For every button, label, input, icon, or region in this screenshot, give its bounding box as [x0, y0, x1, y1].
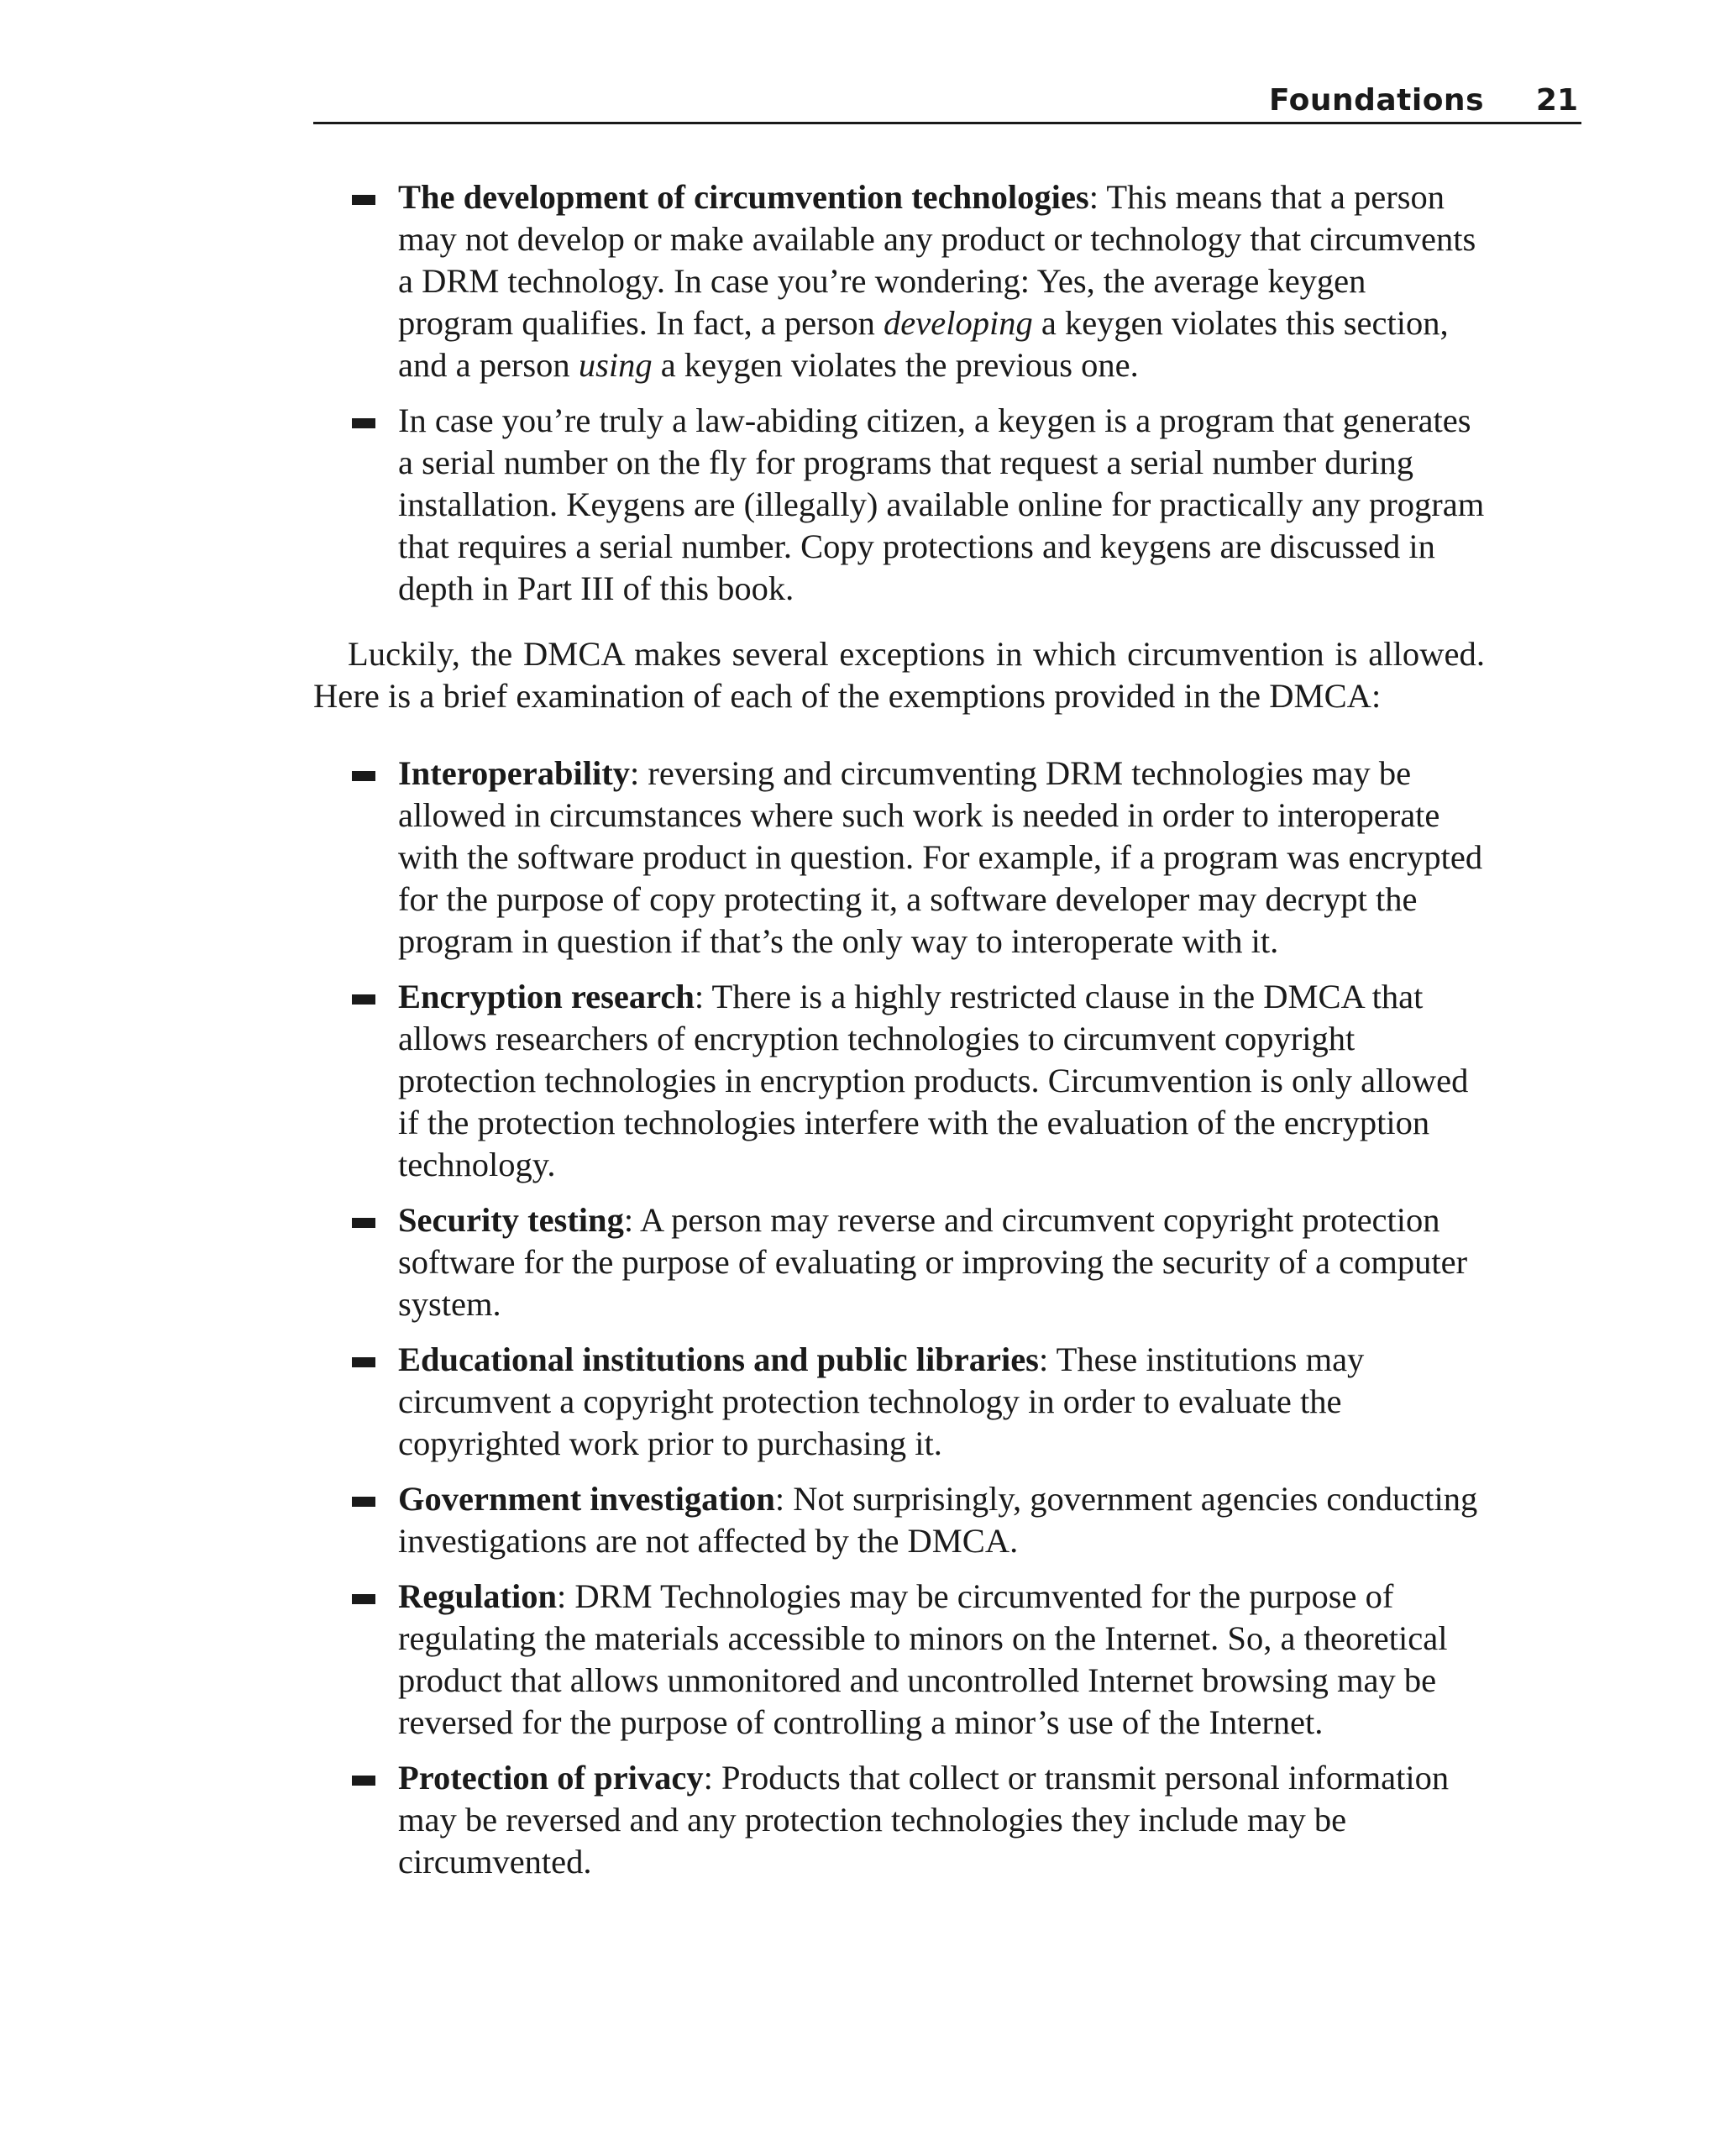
list-item [313, 400, 1485, 610]
item-separator: : [1088, 178, 1107, 216]
section-title: Foundations [1268, 83, 1484, 118]
bullet-icon [352, 1594, 375, 1604]
item-text: a keygen violates the previous one. [652, 346, 1139, 384]
item-text: In case you’re truly a law-abiding citizen, a keygen is a program that generates a serial number on the fly for programs that request a serial number during installation. Keygens are (illegally) available online for practically any program that requires a serial number. Copy protections and keygens are discussed in depth in Part III of this book. [398, 401, 1485, 607]
bullet-icon [352, 1218, 375, 1228]
bullet-icon [352, 771, 375, 781]
list-item [313, 176, 1485, 386]
item-text: : Products that collect or transmit personal information may be reversed and any protection technologies they include may be circumvented. [398, 1759, 1450, 1881]
item-term: The development of circumvention technologies [398, 178, 1089, 216]
item-term: Protection of privacy [398, 1759, 704, 1797]
circumvention-list [313, 176, 1485, 610]
item-text: : There is a highly restricted clause in the DMCA that allows researchers of encryption technologies to circumvent copyright protection technologies in encryption products. Circumvention is only allowed if the protection technologies interfere with the evaluation of the encryption technology. [398, 978, 1469, 1183]
item-text: : DRM Technologies may be circumvented for the purpose of regulating the materials accessible to minors on the Internet. So, a theoretical product that allows unmonitored and uncontrolled Internet browsing may be reversed for the purpose of controlling a minor’s use of the Internet. [398, 1577, 1448, 1741]
item-term: Regulation [398, 1577, 558, 1615]
item-term: Interoperability [398, 754, 630, 792]
list-item [313, 1478, 1485, 1562]
item-text: a keygen violates this section, and a person [398, 304, 1449, 384]
page-number: 21 [1535, 83, 1578, 118]
bullet-icon [352, 195, 375, 205]
page-content [313, 176, 1485, 1896]
bullet-icon [352, 994, 375, 1005]
item-term: Encryption research [398, 978, 695, 1015]
bullet-icon [352, 1776, 375, 1786]
item-term: Security testing [398, 1201, 624, 1239]
list-item [313, 1199, 1485, 1325]
list-item [313, 753, 1485, 963]
bullet-icon [352, 1497, 375, 1507]
item-text: This means that a person may not develop or make available any product or technology that circumvents a DRM technology. In case you’re wondering: Yes, the average keygen program qualifies. In fact, a person [398, 178, 1476, 342]
item-text: : These institutions may circumvent a copyright protection technology in order to evaluate the copyrighted work prior to purchasing it. [398, 1340, 1365, 1462]
running-header [313, 80, 1581, 124]
bullet-icon [352, 418, 375, 428]
list-item [313, 976, 1485, 1186]
item-term: Government investigation [398, 1480, 775, 1518]
item-text: : reversing and circumventing DRM technologies may be allowed in circumstances where such work is needed in order to interoperate with the software product in question. For example, if a program was encrypted for the purpose of copy protecting it, a software developer may decrypt the program in question if that’s the only way to interoperate with it. [398, 754, 1483, 960]
body-paragraph: Luckily, the DMCA makes several exceptions in which circumvention is allowed. Here is a brief examination of each of the exemptions provided in the DMCA: [313, 635, 1485, 715]
item-term: Educational institutions and public libraries [398, 1340, 1039, 1378]
item-emphasis: developing [884, 304, 1033, 342]
list-item [313, 1339, 1485, 1465]
exemptions-list [313, 753, 1485, 1883]
list-item [313, 1757, 1485, 1883]
list-item [313, 1576, 1485, 1744]
item-text: : A person may reverse and circumvent copyright protection software for the purpose of evaluating or improving the security of a computer system. [398, 1201, 1468, 1323]
item-emphasis: using [578, 346, 653, 384]
bullet-icon [352, 1357, 375, 1367]
item-text: : Not surprisingly, government agencies conducting investigations are not affected by the DMCA. [398, 1480, 1478, 1560]
